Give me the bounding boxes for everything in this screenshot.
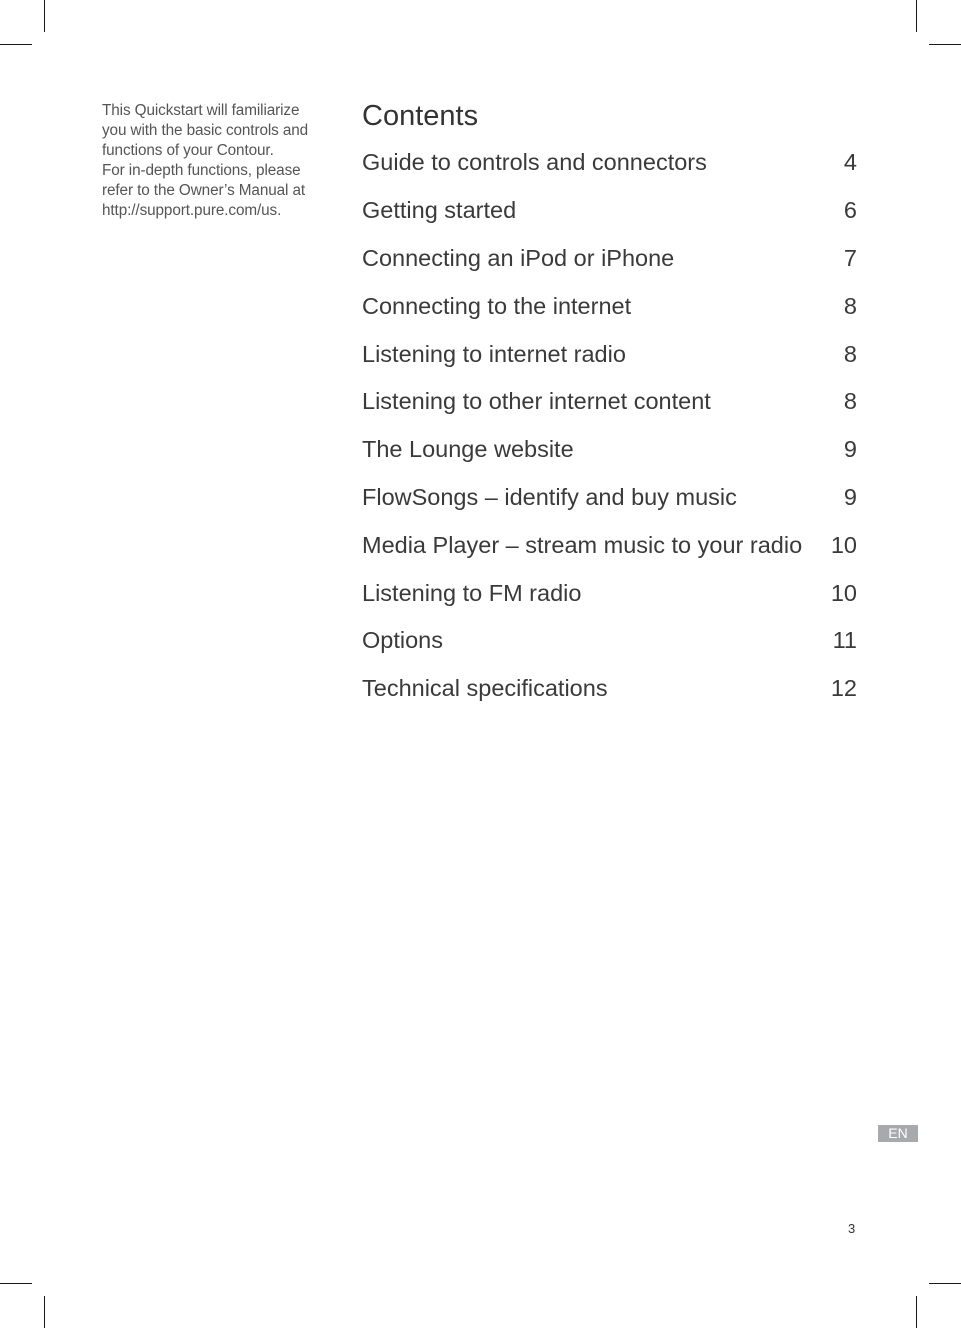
entry-page: 10 [830, 579, 857, 606]
contents-title: Contents [362, 100, 479, 132]
contents-entry[interactable] [362, 426, 857, 474]
crop-mark [916, 0, 917, 32]
contents-entry[interactable] [362, 569, 857, 617]
entry-label: Technical specifications [362, 675, 608, 702]
contents-entry[interactable] [362, 235, 857, 283]
intro-line: functions of your Contour. [102, 142, 274, 159]
entry-page: 8 [843, 388, 857, 415]
contents-entry[interactable] [362, 617, 857, 665]
intro-text [102, 101, 334, 221]
entry-label: Media Player – stream music to your radio [362, 531, 803, 558]
entry-label: Listening to other internet content [362, 388, 711, 415]
crop-mark [0, 1283, 32, 1284]
entry-label: Guide to controls and connectors [362, 149, 707, 176]
contents-entry[interactable] [362, 521, 857, 569]
intro-line: you with the basic controls and [102, 122, 309, 139]
entry-page: 10 [830, 531, 857, 558]
entry-label: Listening to FM radio [362, 579, 582, 606]
page-number: 3 [848, 1221, 856, 1236]
entry-page: 11 [832, 627, 857, 654]
contents-entry[interactable] [362, 282, 857, 330]
entry-label: Connecting an iPod or iPhone [362, 244, 675, 271]
contents-entry[interactable] [362, 139, 857, 187]
crop-mark [44, 0, 45, 32]
entry-page: 6 [843, 197, 857, 224]
crop-mark [0, 44, 32, 45]
language-badge: EN [878, 1125, 918, 1142]
contents-entry[interactable] [362, 474, 857, 522]
entry-page: 8 [843, 292, 857, 319]
crop-mark [929, 1283, 961, 1284]
entry-page: 4 [843, 149, 857, 176]
intro-line: For in-depth functions, please [102, 162, 301, 179]
contents-list [362, 139, 857, 713]
contents-entry[interactable] [362, 330, 857, 378]
entry-page: 8 [843, 340, 857, 367]
contents-entry[interactable] [362, 187, 857, 235]
entry-page: 12 [830, 675, 857, 702]
contents-entry[interactable] [362, 378, 857, 426]
entry-label: Getting started [362, 197, 517, 224]
entry-label: Connecting to the internet [362, 292, 632, 319]
entry-page: 9 [843, 483, 857, 510]
entry-label: The Lounge website [362, 436, 574, 463]
entry-page: 9 [843, 436, 857, 463]
entry-label: Listening to internet radio [362, 340, 626, 367]
intro-line: refer to the Owner’s Manual at [102, 182, 306, 199]
intro-line: http://support.pure.com/us. [102, 202, 282, 219]
crop-mark [929, 44, 961, 45]
entry-label: FlowSongs – identify and buy music [362, 483, 737, 510]
crop-mark [44, 1296, 45, 1328]
entry-label: Options [362, 627, 443, 654]
contents-entry[interactable] [362, 665, 857, 713]
crop-mark [916, 1296, 917, 1328]
entry-page: 7 [843, 244, 857, 271]
intro-line: This Quickstart will familiarize [102, 102, 300, 119]
